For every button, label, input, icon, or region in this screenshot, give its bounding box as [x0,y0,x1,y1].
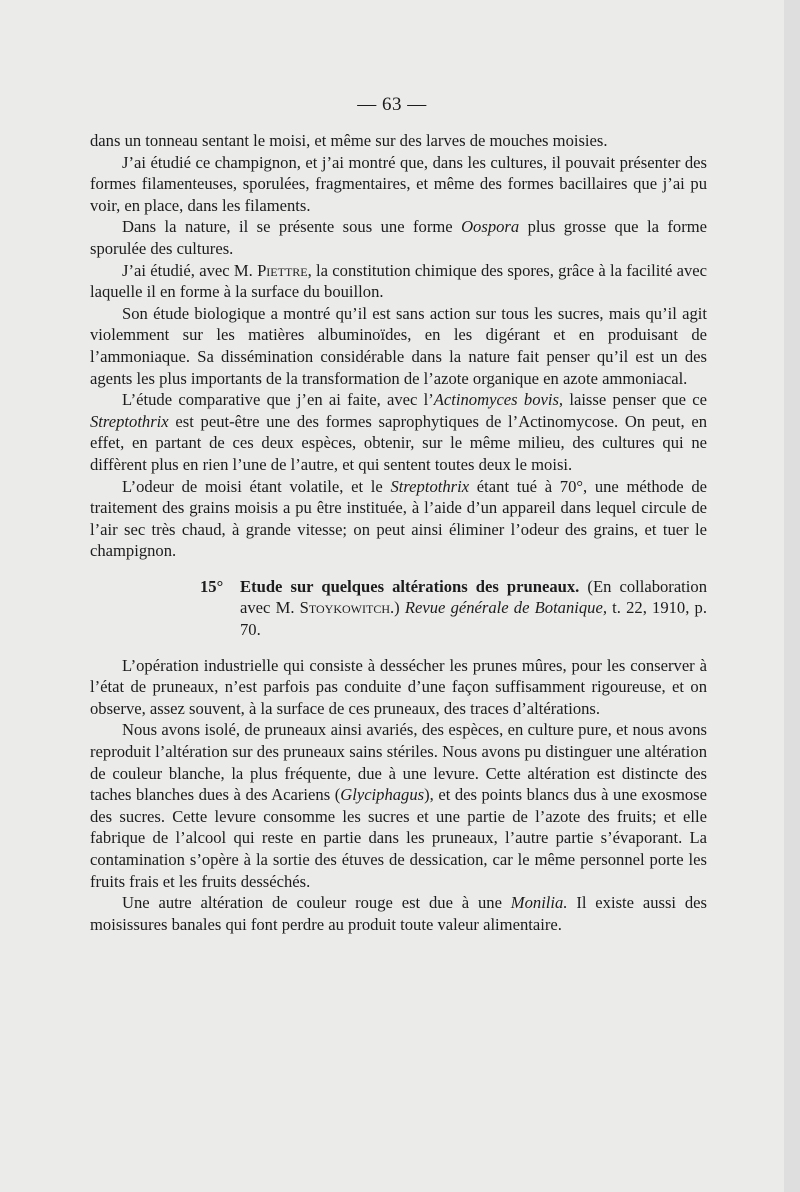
italic-text: Monilia. [510,893,568,913]
paragraph [90,152,707,217]
bold-title: Etude sur quelques altérations des pruneaux. [240,576,580,596]
text-run: .) [390,598,405,618]
text-run: plus grosse que la forme sporulée des cultures. [90,217,707,258]
paragraph [90,892,707,935]
entry-citation [240,576,707,641]
italic-text: Glyciphagus [340,785,425,805]
section-top [90,130,707,562]
italic-text: Actinomyces bovis, [433,390,564,410]
text-run: ), et des points blancs dus à une exosmose des sucres. Cette levure consomme les sucres et une partie de l’azote des fruits; et elle fabrique de l’alcool qui reste en partie dans les pruneaux, l’autre partie s’évaporant. La contamination s’opère à la sortie des étuves de dessication, car le même personnel porte les fruits frais et les fruits desséchés. [90,785,707,891]
text-run: étant tué à 70°, une méthode de traitement des grains moisis a pu être instituée, à l’aide d’un appareil dans lequel circule de l’air sec très chaud, à grande vitesse; on peut ainsi éliminer l’odeur des grains, et tuer le champignon. [90,476,707,561]
text-run: est peut-être une des formes saprophytiques de l’Actinomycose. On peut, en effet, en partant de ces deux espèces, obtenir, sur le même milieu, des cultures qui ne diffèrent plus en rien l’une de l’autre, et qui sentent toutes deux le moisi. [90,411,707,474]
text-run: Une autre altération de couleur rouge est due à une [122,893,511,913]
text-run: laisse penser que ce [563,390,707,410]
paragraph [90,655,707,720]
paragraph [90,303,707,389]
entry-number: 15° [200,576,224,596]
italic-text: Oospora [461,217,520,237]
italic-text: Streptothrix [390,476,470,496]
text-run: J’ai étudié, avec M. [122,260,258,280]
section-bottom [90,655,707,936]
text-run: L’étude comparative que j’en ai faite, avec l’ [122,390,434,410]
page-edge [784,0,800,1192]
small-caps-name: Piettre [257,260,308,280]
paragraph [90,130,707,152]
page-number: — 63 — [357,94,427,115]
italic-text: Streptothrix [90,411,169,431]
text-run: J’ai étudié ce champignon, et j’ai montré que, dans les cultures, il pouvait présenter des formes filamenteuses, sporulées, fragmentaires, et même des formes bacillaires que j’ai pu voir, en place, dans les filaments. [90,152,707,215]
text-run: Il existe aussi des moisissures banales qui font perdre au produit toute valeur alimentaire. [90,893,707,934]
text-run: (En collaboration avec M. [240,576,708,618]
body-text [90,130,707,935]
paragraph [90,719,707,892]
publication-entry [200,576,707,641]
text-run: Son étude biologique a montré qu’il est sans action sur tous les sucres, mais qu’il agit violemment sur les matières albuminoïdes, en les digérant et en produisant de l’ammoniaque. Sa dissémination considérable dans la nature fait penser qu’il est un des agents les plus importants de la transformation de l’azote organique en azote ammoniacal. [90,303,707,388]
paragraph [90,389,707,475]
text-run: dans un tonneau sentant le moisi, et même sur des larves de mouches moisies. [90,131,608,150]
text-run: L’odeur de moisi étant volatile, et le [122,476,391,496]
paragraph [90,216,707,259]
paragraph [90,476,707,562]
text-run: Nous avons isolé, de pruneaux ainsi avariés, des espèces, en culture pure, et nous avons reproduit l’altération sur des pruneaux sains stériles. Nous avons pu distinguer une altération de couleur blanche, la plus fréquente, due à une levure. Cette altération est distincte des taches blanches dues à des Acariens ( [90,720,707,805]
text-run: L’opération industrielle qui consiste à dessécher les prunes mûres, pour les conserver à l’état de pruneaux, n’est parfois pas conduite d’une façon suffisamment rigoureuse, et on observe, assez souvent, à la surface de ces pruneaux, des traces d’altérations. [90,655,707,718]
small-caps-name: Stoykowitch [299,598,390,618]
text-run: t. 22, 1910, p. 70. [240,598,707,640]
italic-text: Revue générale de Botanique, [404,598,607,618]
text-run: Dans la nature, il se présente sous une forme [122,217,462,237]
paragraph [90,260,707,303]
text-run: , la constitution chimique des spores, grâce à la facilité avec laquelle il en forme à la surface du bouillon. [90,260,707,302]
